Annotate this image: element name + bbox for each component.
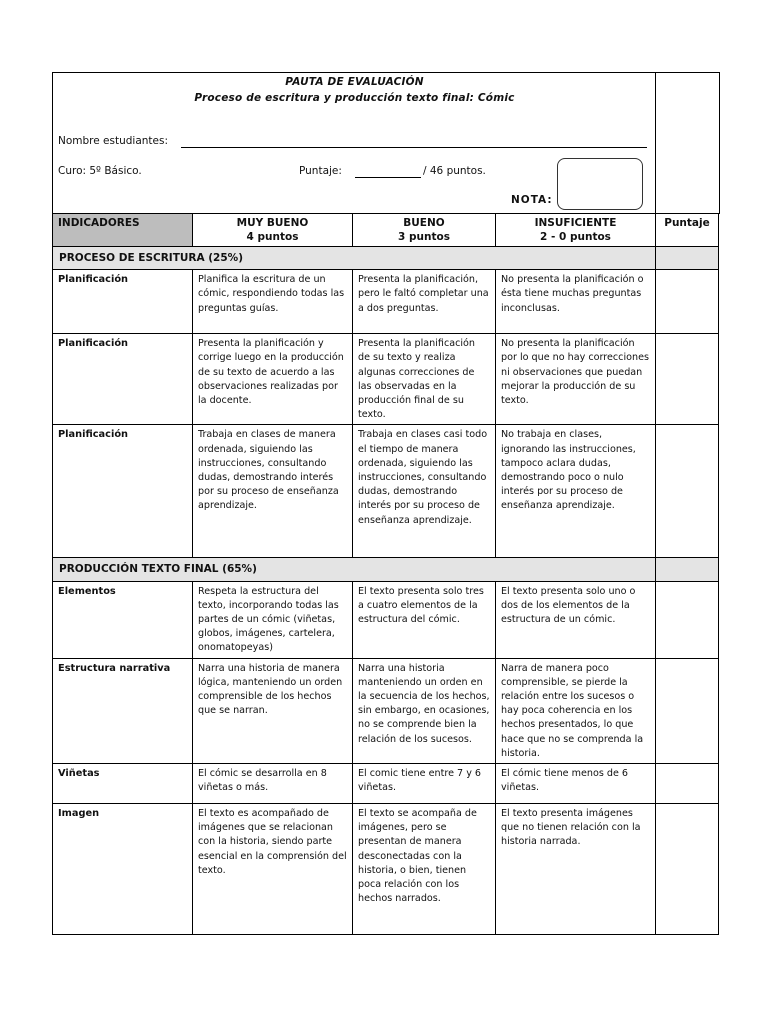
rubric-table [52, 213, 719, 935]
indicator-label: Elementos [53, 581, 193, 658]
table-row [53, 425, 719, 558]
table-header-row [53, 214, 719, 247]
table-row [53, 658, 719, 763]
score-total: / 46 puntos. [423, 165, 486, 177]
indicator-label: Planificación [53, 334, 193, 425]
section-title: PRODUCCIÓN TEXTO FINAL (65%) [53, 558, 656, 581]
score-cell[interactable] [656, 425, 719, 558]
column-header-puntaje: Puntaje [656, 214, 719, 247]
column-points: 3 puntos [398, 231, 450, 243]
muy-bueno-cell: El cómic se desarrolla en 8 viñetas o más. [193, 764, 353, 804]
evaluation-rubric-page [52, 72, 718, 934]
table-row [53, 764, 719, 804]
indicator-label: Imagen [53, 804, 193, 935]
course-label: Curo: 5º Básico. [58, 165, 142, 177]
muy-bueno-cell: Planifica la escritura de un cómic, respondiendo todas las preguntas guías. [193, 270, 353, 334]
grade-label: NOTA: [511, 194, 553, 206]
column-points: 4 puntos [246, 231, 299, 243]
indicator-label: Planificación [53, 270, 193, 334]
bueno-cell: Narra una historia manteniendo un orden en la secuencia de los hechos, sin embargo, en ocasiones, no se comprende bien la relación de los sucesos. [353, 658, 496, 763]
header-score-column [655, 72, 720, 214]
table-row [53, 334, 719, 425]
column-title: INSUFICIENTE [534, 217, 617, 229]
muy-bueno-cell: Narra una historia de manera lógica, manteniendo un orden comprensible de los hechos que se narran. [193, 658, 353, 763]
muy-bueno-cell: Trabaja en clases de manera ordenada, siguiendo las instrucciones, consultando dudas, demostrando interés por su proceso de enseñanza aprendizaje. [193, 425, 353, 558]
score-cell[interactable] [656, 581, 719, 658]
score-cell[interactable] [656, 804, 719, 935]
column-header-muy-bueno [193, 214, 353, 247]
muy-bueno-cell: Presenta la planificación y corrige luego en la producción de su texto de acuerdo a las observaciones realizadas por la docente. [193, 334, 353, 425]
score-field[interactable] [355, 177, 421, 178]
student-name-field[interactable] [181, 147, 647, 148]
bueno-cell: El texto presenta solo tres a cuatro elementos de la estructura del cómic. [353, 581, 496, 658]
insuficiente-cell: El texto presenta solo uno o dos de los elementos de la estructura de un cómic. [496, 581, 656, 658]
indicator-label: Viñetas [53, 764, 193, 804]
score-cell[interactable] [656, 270, 719, 334]
insuficiente-cell: El cómic tiene menos de 6 viñetas. [496, 764, 656, 804]
indicator-label: Estructura narrativa [53, 658, 193, 763]
table-row [53, 804, 719, 935]
insuficiente-cell: No presenta la planificación por lo que no hay correcciones ni observaciones que puedan mejorar la producción de su texto. [496, 334, 656, 425]
grade-box[interactable] [557, 158, 643, 210]
page-title: PAUTA DE EVALUACIÓN [285, 76, 424, 88]
insuficiente-cell: No trabaja en clases, ignorando las instrucciones, tampoco aclara dudas, demostrando poco o nulo interés por su proceso de enseñanza aprendizaje. [496, 425, 656, 558]
section-score-cell [656, 247, 719, 270]
table-row [53, 581, 719, 658]
score-cell[interactable] [656, 658, 719, 763]
column-header-bueno [353, 214, 496, 247]
column-title: MUY BUENO [236, 217, 309, 229]
table-row [53, 270, 719, 334]
muy-bueno-cell: Respeta la estructura del texto, incorporando todas las partes de un cómic (viñetas, globos, imágenes, cartelera, onomatopeyas) [193, 581, 353, 658]
score-label: Puntaje: [299, 165, 342, 177]
student-name-label: Nombre estudiantes: [58, 135, 169, 147]
section-row-produccion [53, 558, 719, 581]
insuficiente-cell: Narra de manera poco comprensible, se pierde la relación entre los sucesos o hay poca coherencia en los hechos presentados, lo que hace que no se comprenda la historia. [496, 658, 656, 763]
bueno-cell: Presenta la planificación, pero le faltó completar una a dos preguntas. [353, 270, 496, 334]
column-header-insuficiente [496, 214, 656, 247]
section-row-escritura [53, 247, 719, 270]
column-header-indicadores: INDICADORES [53, 214, 193, 247]
score-cell[interactable] [656, 764, 719, 804]
indicator-label: Planificación [53, 425, 193, 558]
insuficiente-cell: El texto presenta imágenes que no tienen relación con la historia narrada. [496, 804, 656, 935]
column-points: 2 - 0 puntos [540, 231, 611, 243]
muy-bueno-cell: El texto es acompañado de imágenes que se relacionan con la historia, siendo parte esencial en la comprensión del texto. [193, 804, 353, 935]
section-score-cell [656, 558, 719, 581]
page-subtitle: Proceso de escritura y producción texto final: Cómic [194, 92, 515, 104]
score-cell[interactable] [656, 334, 719, 425]
bueno-cell: Presenta la planificación de su texto y realiza algunas correcciones de las observadas en la producción final de su texto. [353, 334, 496, 425]
header-frame [52, 72, 656, 214]
column-title: BUENO [403, 217, 445, 229]
insuficiente-cell: No presenta la planificación o ésta tiene muchas preguntas inconclusas. [496, 270, 656, 334]
bueno-cell: El comic tiene entre 7 y 6 viñetas. [353, 764, 496, 804]
bueno-cell: El texto se acompaña de imágenes, pero se presentan de manera desconectadas con la historia, o bien, tienen poca relación con los hechos narrados. [353, 804, 496, 935]
bueno-cell: Trabaja en clases casi todo el tiempo de manera ordenada, siguiendo las instrucciones, consultando dudas, demostrando interés por su proceso de enseñanza aprendizaje. [353, 425, 496, 558]
section-title: PROCESO DE ESCRITURA (25%) [53, 247, 656, 270]
